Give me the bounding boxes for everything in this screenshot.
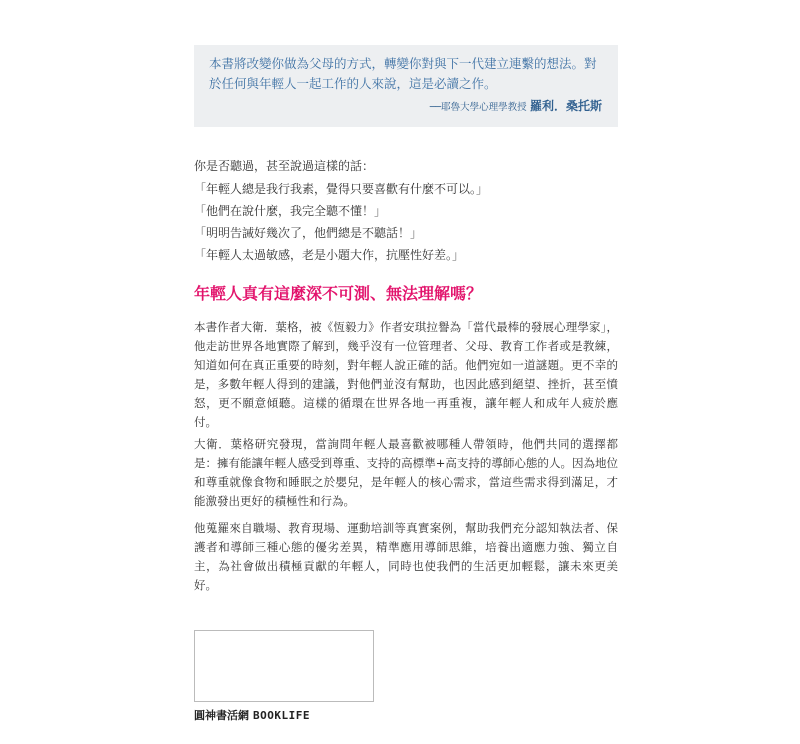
body-paragraph: 大衛．葉格研究發現，當詢問年輕人最喜歡被哪種人帶領時，他們共同的選擇都是：擁有能讓年輕人感受到尊重、支持的高標準+高支持的導師心態的人。因為地位和尊重就像食物和睡眠之於嬰兒，是年輕人的核心需求，當這些需求得到滿足，才能激發出更好的積極性和行為。 [194,437,618,508]
intro-quote-line: 「年輕人太過敏感，老是小題大作，抗壓性好差。」 [194,248,465,262]
booklife-logo: BOOKLIFE [253,709,310,722]
body-paragraph: 本書作者大衛．葉格，被《恆毅力》作者安琪拉譽為「當代最棒的發展心理學家」，他走訪世界各地實際了解到，幾乎沒有一位管理者、父母、教育工作者或是教練，知道如何在真正重要的時刻，對年輕人說正確的話。他們宛如一道謎題。更不幸的是，多數年輕人得到的建議，對他們並沒有幫助，也因此感到絕望、挫折，甚至憤怒，更不願意傾聽。這樣的循環在世界各地一再重複，讓年輕人和成年人疲於應付。 [194,320,618,429]
intro-quote-line: 「明明告誡好幾次了，他們總是不聽話！」 [194,226,423,240]
attribution-name: 羅利．桑托斯 [529,99,602,113]
intro-block [194,155,618,266]
attribution-title: ──耶魯大學心理學教授 [429,102,527,113]
body-paragraph: 他蒐羅來自職場、教育現場、運動培訓等真實案例，幫助我們充分認知執法者、保護者和導師三種心態的優劣差異，精準應用導師思維，培養出適應力強、獨立自主，為社會做出積極貢獻的年輕人，同時也使我們的生活更加輕鬆，讓未來更美好。 [194,521,618,592]
intro-lead: 你是否聽過，甚至說過這樣的話： [194,159,375,173]
endorsement-attribution [430,97,602,114]
endorsement-quote-text: 本書將改變你做為父母的方式，轉變你對與下一代建立連繫的想法。對於任何與年輕人一起工作的人來說，這是必讀之作。 [209,56,597,91]
source-name: 圓神書活網 [194,709,249,722]
intro-quote-line: 「他們在說什麼，我完全聽不懂！」 [194,204,387,218]
section-heading: 年輕人真有這麼深不可測、無法理解嗎？ [194,284,483,303]
endorsement-quote-box [194,45,618,127]
book-image-placeholder [194,630,374,702]
intro-quote-line: 「年輕人總是我行我素，覺得只要喜歡有什麼不可以。」 [194,182,489,196]
source-credit [194,707,310,723]
